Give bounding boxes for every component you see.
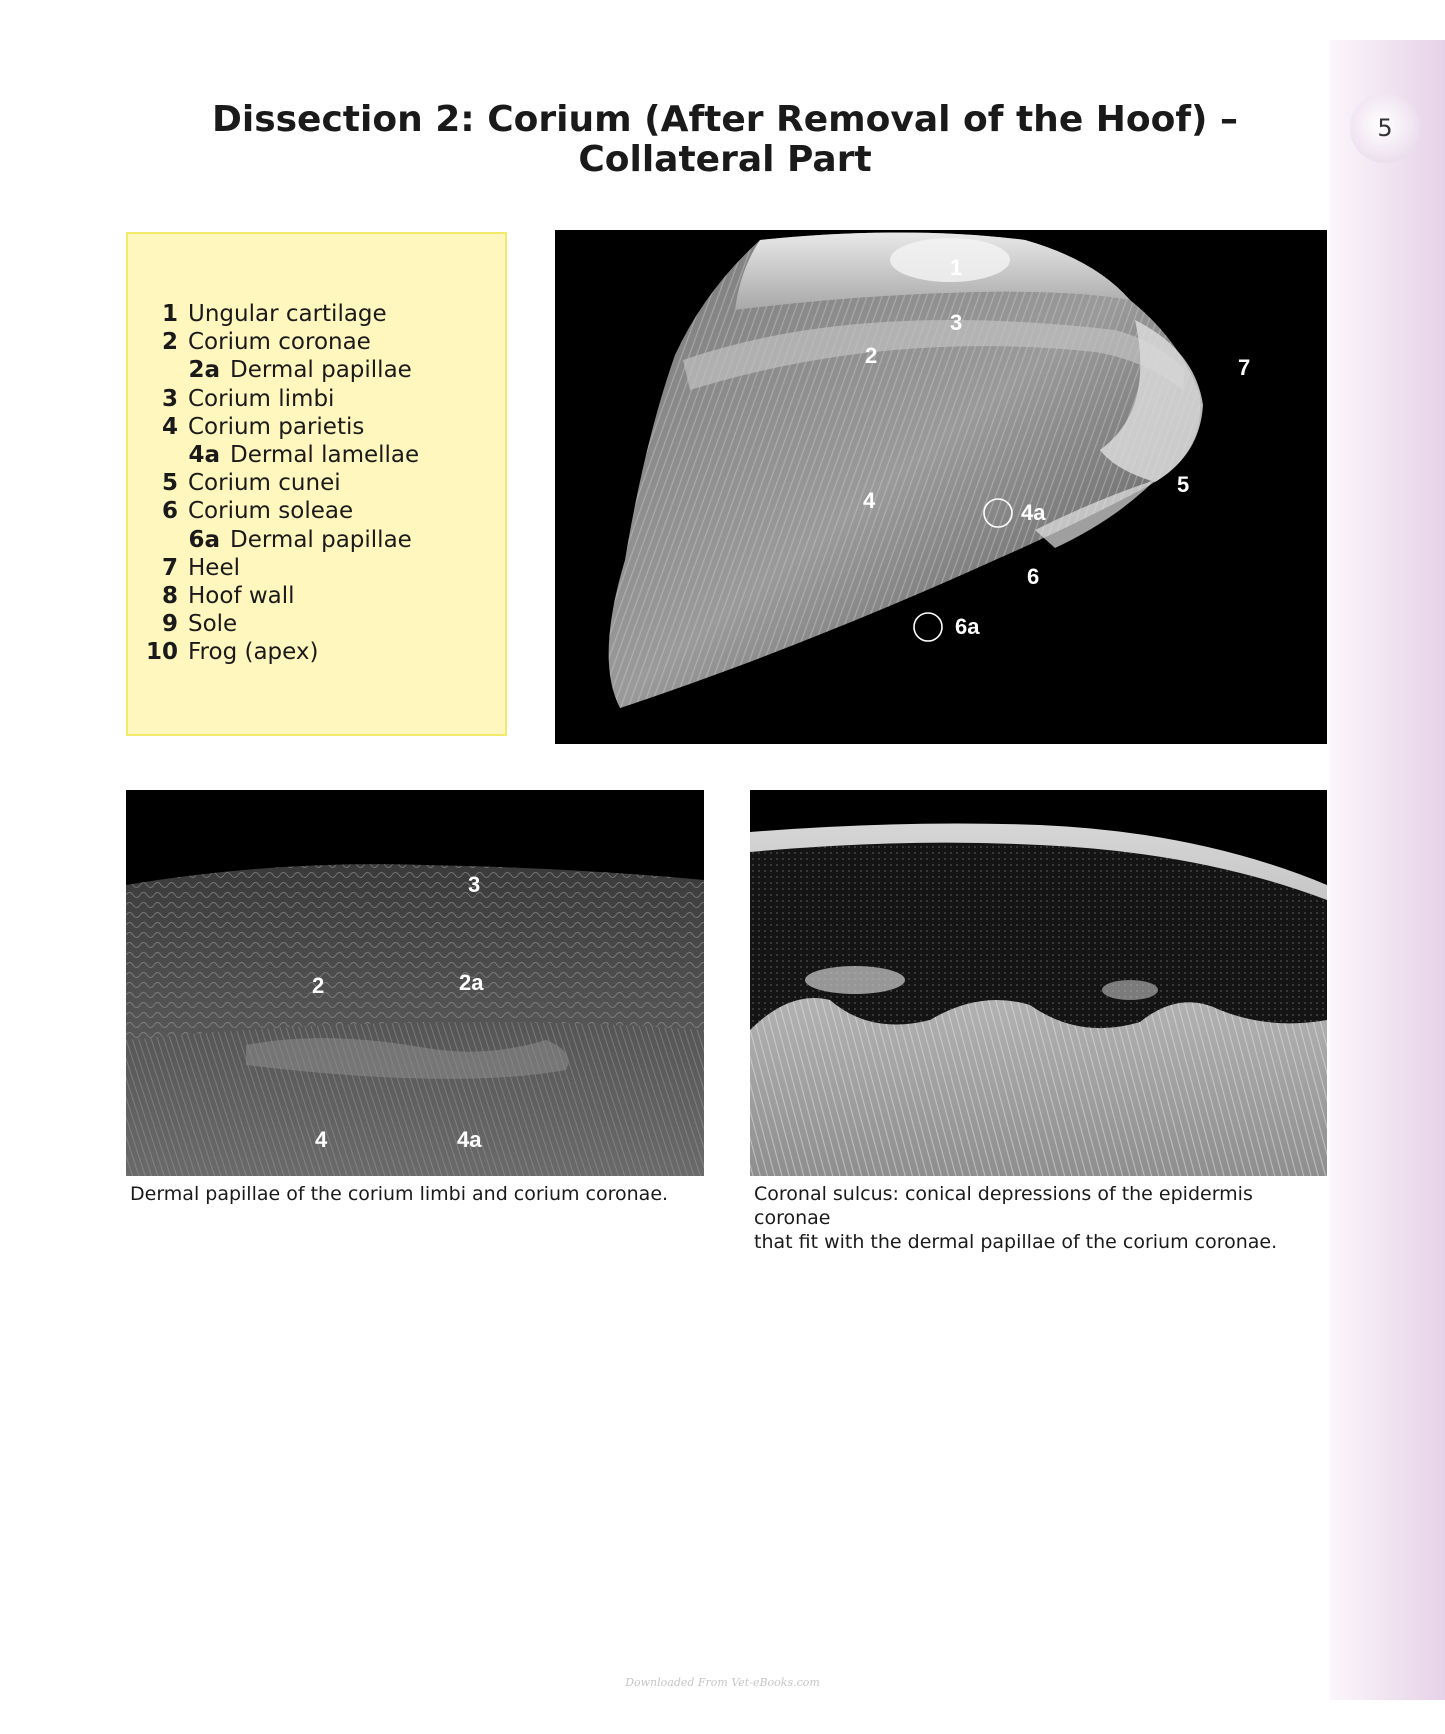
legend-item [138,441,419,469]
legend-label: Heel [188,554,240,581]
legend-number: 2 [161,329,178,356]
legend-item [138,526,419,554]
legend-label: Sole [188,611,238,638]
legend-item [138,610,419,638]
legend-label: Corium limbi [188,385,335,412]
photo-label-3: 3 [468,872,481,897]
legend-list [138,300,419,666]
title-line-1: Dissection 2: Corium (After Removal of the Hoof) – [211,99,1239,140]
legend-label: Corium cunei [188,470,341,497]
marker-circle-6a [914,613,942,641]
legend-item [138,638,419,666]
lamellae-texture [609,233,1201,709]
papillae-closeup-illustration [126,790,704,1176]
legend-label: Ungular cartilage [188,301,387,327]
download-watermark: Downloaded From Vet-eBooks.com [625,1676,820,1689]
photo-label-4: 4 [863,488,876,513]
photo-label-4a: 4a [457,1127,482,1152]
legend-box [126,232,507,736]
photo-label-3: 3 [950,310,963,335]
legend-number: 1 [161,301,178,327]
photo-label-4: 4 [315,1127,328,1152]
legend-item [138,497,419,525]
legend-number: 5 [161,470,178,497]
page-title [130,100,1320,180]
caption-left: Dermal papillae of the corium limbi and corium coronae. [130,1183,669,1205]
legend-item [138,356,419,384]
photo-label-4a: 4a [1021,500,1046,525]
legend-number: 6a [188,526,220,553]
photo-label-1: 1 [950,255,963,280]
legend-number: 2a [188,357,220,384]
legend-item [138,582,419,610]
caption-right-line-2: that fit with the dermal papillae of the corium coronae. [754,1231,1278,1253]
legend-label: Hoof wall [188,582,295,609]
photo-label-2: 2 [865,343,878,368]
legend-label: Dermal papillae [230,357,412,384]
legend-item [138,554,419,582]
legend-label: Corium coronae [188,329,371,356]
legend-number: 6 [161,498,178,525]
legend-label: Frog (apex) [188,639,319,666]
photo-label-5: 5 [1177,472,1190,497]
wall-striae-texture [750,998,1327,1176]
side-margin-strip [1330,40,1445,1700]
coronal-sulcus-illustration [750,790,1327,1176]
papillae-closeup-photo [126,790,704,1176]
caption-right-line-1: Coronal sulcus: conical depressions of the epidermis coronae [754,1183,1253,1229]
photo-label-2: 2 [312,973,325,998]
photo-label-6: 6 [1027,564,1040,589]
legend-number: 4 [161,413,178,440]
legend-number: 4a [188,441,220,468]
legend-item [138,300,419,328]
legend-item [138,413,419,441]
legend-label: Corium soleae [188,498,354,525]
pale-patch [1102,980,1158,1000]
legend-item [138,328,419,356]
main-hoof-illustration [555,230,1327,744]
caption-right [754,1182,1334,1254]
legend-label: Dermal lamellae [230,441,420,468]
legend-number: 9 [161,611,178,638]
lamellae-striae-texture [126,1022,704,1176]
legend-item [138,469,419,497]
legend-number: 3 [161,385,178,412]
legend-number: 7 [161,554,178,581]
coronal-sulcus-photo [750,790,1327,1176]
legend-number: 10 [145,639,178,666]
legend-number: 8 [161,582,178,609]
photo-label-7: 7 [1238,355,1251,380]
legend-label: Corium parietis [188,413,365,440]
main-hoof-photo [555,230,1327,744]
photo-label-2a: 2a [459,970,484,995]
legend-label: Dermal papillae [230,526,412,553]
page-number-badge: 5 [1350,93,1420,163]
pale-patch [805,966,905,994]
photo-label-6a: 6a [955,614,980,639]
title-line-2: Collateral Part [578,139,872,180]
papillae-mesh-texture [126,864,704,1040]
legend-item [138,385,419,413]
